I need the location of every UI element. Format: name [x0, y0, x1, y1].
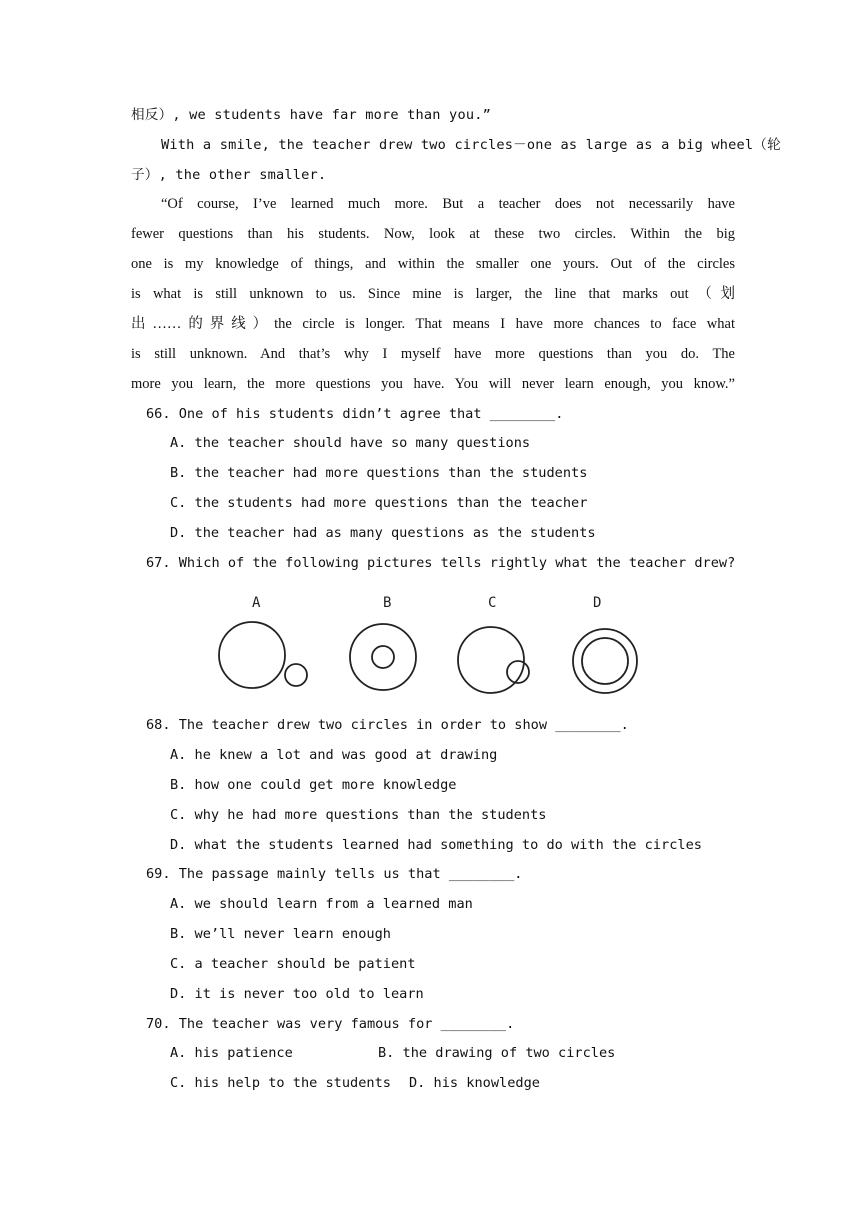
- option-b-large-circle: [350, 624, 416, 690]
- question-66-option-a[interactable]: A. the teacher should have so many questions: [170, 435, 531, 451]
- passage-line-7: is what is still unknown to us. Since mine is larger, the line that marks out（划: [131, 286, 735, 302]
- circles-figure: [200, 585, 660, 705]
- circles-figure-svg: [200, 585, 660, 705]
- question-68-option-c[interactable]: C. why he had more questions than the students: [170, 807, 547, 823]
- question-69-option-c[interactable]: C. a teacher should be patient: [170, 956, 416, 972]
- option-a-diagram[interactable]: [219, 622, 307, 688]
- passage-line-9: is still unknown. And that’s why I myself have more questions than you do. The: [131, 346, 735, 362]
- passage-line-4: “Of course, I’ve learned much more. But a teacher does not necessarily have: [161, 196, 735, 212]
- question-66-stem: 66. One of his students didn’t agree that ________.: [146, 406, 564, 422]
- question-68-option-b[interactable]: B. how one could get more knowledge: [170, 777, 457, 793]
- question-70-stem: 70. The teacher was very famous for ________.: [146, 1016, 515, 1032]
- question-66-option-b[interactable]: B. the teacher had more questions than the students: [170, 465, 588, 481]
- question-70-option-d[interactable]: D. his knowledge: [409, 1075, 540, 1091]
- option-a-large-circle: [219, 622, 285, 688]
- question-68-option-d[interactable]: D. what the students learned had something to do with the circles: [170, 837, 702, 853]
- option-b-small-circle: [372, 646, 394, 668]
- figure-label-c: C: [488, 595, 497, 611]
- figure-label-a: A: [252, 595, 261, 611]
- question-69-stem: 69. The passage mainly tells us that ________.: [146, 866, 523, 882]
- question-70-option-b[interactable]: B. the drawing of two circles: [378, 1045, 616, 1061]
- question-68-stem: 68. The teacher drew two circles in order to show ________.: [146, 717, 629, 733]
- passage-line-2: With a smile, the teacher drew two circles－one as large as a big wheel（轮: [161, 137, 781, 153]
- passage-line-5: fewer questions than his students. Now, look at these two circles. Within the big: [131, 226, 735, 242]
- question-66-option-c[interactable]: C. the students had more questions than the teacher: [170, 495, 588, 511]
- option-a-small-circle: [285, 664, 307, 686]
- option-c-diagram[interactable]: [458, 627, 529, 693]
- figure-label-b: B: [383, 595, 392, 611]
- option-d-diagram[interactable]: [573, 629, 637, 693]
- figure-label-d: D: [593, 595, 602, 611]
- question-66-option-d[interactable]: D. the teacher had as many questions as the students: [170, 525, 596, 541]
- passage-line-8: 出……的界线）the circle is longer. That means I have more chances to face what: [131, 316, 735, 332]
- question-68-option-a[interactable]: A. he knew a lot and was good at drawing: [170, 747, 498, 763]
- question-70-option-c[interactable]: C. his help to the students: [170, 1075, 391, 1091]
- option-b-diagram[interactable]: [350, 624, 416, 690]
- question-69-option-b[interactable]: B. we’ll never learn enough: [170, 926, 391, 942]
- question-67-stem: 67. Which of the following pictures tells rightly what the teacher drew?: [146, 555, 736, 571]
- passage-line-10: more you learn, the more questions you have. You will never learn enough, you know.”: [131, 376, 735, 392]
- option-d-small-circle: [582, 638, 628, 684]
- question-69-option-a[interactable]: A. we should learn from a learned man: [170, 896, 473, 912]
- passage-line-6: one is my knowledge of things, and within the smaller one yours. Out of the circles: [131, 256, 735, 272]
- passage-line-3: 子）, the other smaller.: [131, 167, 327, 183]
- question-69-option-d[interactable]: D. it is never too old to learn: [170, 986, 424, 1002]
- question-70-option-a[interactable]: A. his patience: [170, 1045, 293, 1061]
- passage-line-1: 相反）, we students have far more than you.”: [131, 107, 491, 123]
